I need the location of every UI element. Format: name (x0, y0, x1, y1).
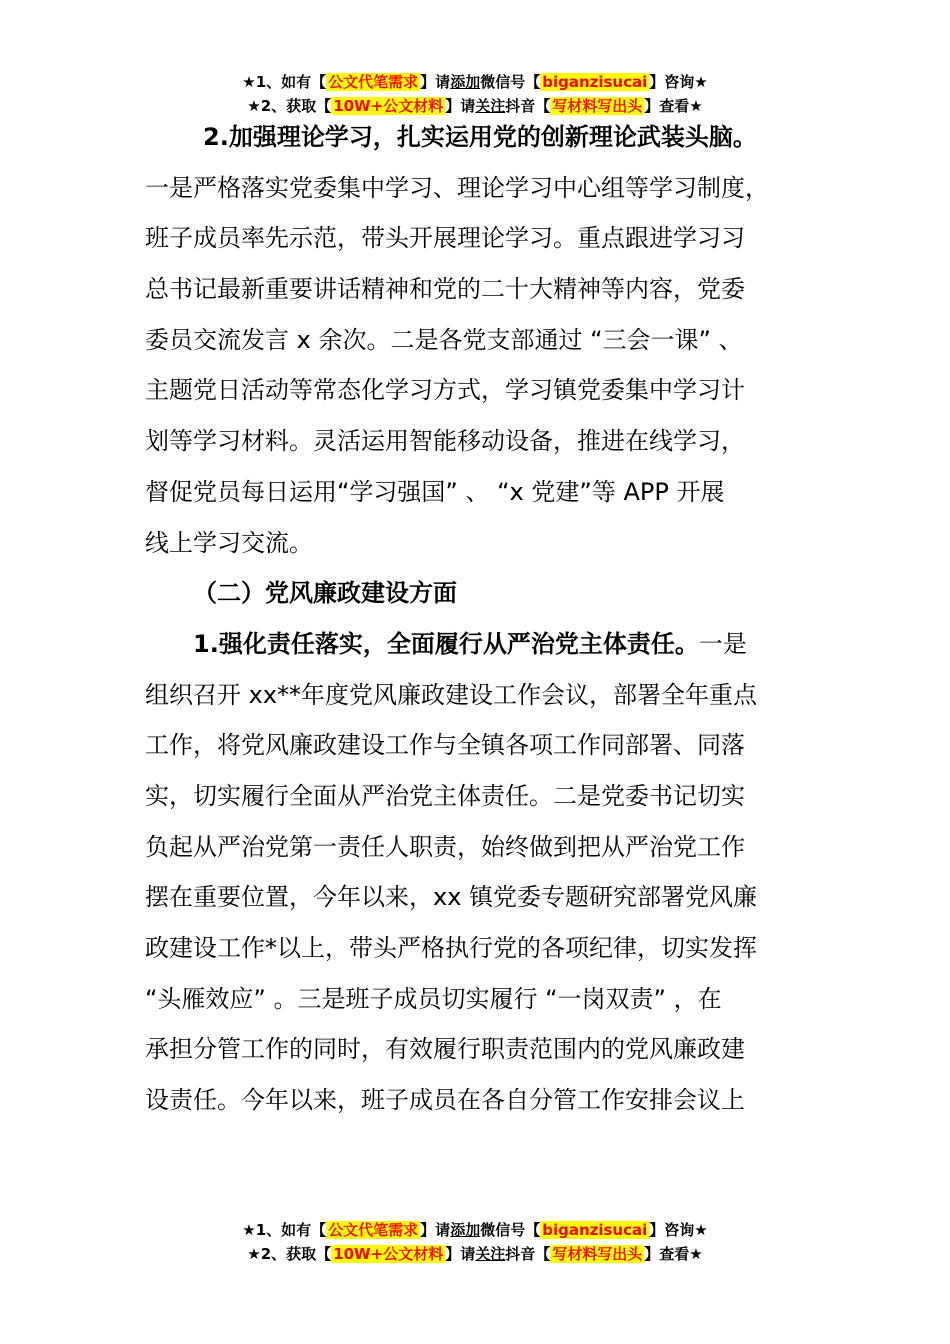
document-body (145, 112, 815, 1126)
text-line: 委员交流发言 x 余次。二是各党支部通过 “三会一课” 、 (145, 325, 743, 354)
inline-heading: 1.强化责任落实，全面履行从严治党主体责任。 (193, 629, 699, 658)
banner-highlight: 10W+公文材料 (333, 1245, 444, 1263)
text-line: “头雁效应” 。三是班子成员切实履行 “一岗双责” ，在 (145, 984, 722, 1013)
banner-line-2: ★2、获取【 10W+公文材料 】请关注抖音【 写材料写出头 】查看★ (247, 1245, 703, 1263)
text-line: 实，切实履行全面从严治党主体责任。二是党委书记切实 (145, 781, 745, 810)
text-line: 主题党日活动等常态化学习方式，学习镇党委集中学习计 (145, 376, 745, 405)
text-line: 班子成员率先示范，带头开展理论学习。重点跟进学习习 (145, 224, 745, 253)
banner-highlight: 公文代笔需求 (328, 73, 419, 91)
text-line: 督促党员每日运用“学习强国” 、 “x 党建”等 APP 开展 (145, 477, 725, 506)
banner-line-1: ★1、如有【 公文代笔需求 】请添加微信号【 biganzisucai 】咨询★ (242, 1221, 708, 1239)
banner-line-1: ★1、如有【 公文代笔需求 】请添加微信号【 biganzisucai 】咨询★ (242, 73, 708, 91)
footer-banner (0, 1218, 950, 1266)
banner-highlight: biganzisucai (542, 73, 648, 91)
subsection-heading: （二）党风廉政建设方面 (193, 579, 457, 608)
banner-highlight: 10W+公文材料 (333, 97, 444, 115)
text-line: 负起从严治党第一责任人职责，始终做到把从严治党工作 (145, 832, 745, 861)
text-line: 摆在重要位置，今年以来，xx 镇党委专题研究部署党风廉 (145, 883, 758, 912)
text-line: 组织召开 xx**年度党风廉政建设工作会议，部署全年重点 (145, 680, 758, 709)
header-banner (0, 70, 950, 118)
text-line: 划等学习材料。灵活运用智能移动设备，推进在线学习， (145, 427, 745, 456)
text-line: 一是严格落实党委集中学习、理论学习中心组等学习制度， (145, 173, 769, 202)
banner-highlight: 公文代笔需求 (328, 1221, 419, 1239)
text-line: 1.强化责任落实，全面履行从严治党主体责任。一是 (193, 629, 747, 658)
banner-line-2: ★2、获取【 10W+公文材料 】请关注抖音【 写材料写出头 】查看★ (247, 97, 703, 115)
text-line: 总书记最新重要讲话精神和党的二十大精神等内容，党委 (145, 275, 745, 304)
banner-highlight: biganzisucai (542, 1221, 648, 1239)
text-line: 承担分管工作的同时，有效履行职责范围内的党风廉政建 (145, 1035, 745, 1064)
text-line: 政建设工作*以上，带头严格执行党的各项纪律，切实发挥 (145, 934, 757, 962)
text-line: 线上学习交流。 (145, 528, 313, 557)
banner-highlight: 写材料写出头 (552, 97, 643, 115)
text-line: 设责任。今年以来，班子成员在各自分管工作安排会议上 (145, 1086, 745, 1115)
banner-highlight: 写材料写出头 (552, 1245, 643, 1263)
text-line: 工作，将党风廉政建设工作与全镇各项工作同部署、同落 (145, 731, 745, 760)
section-heading: 2.加强理论学习，扎实运用党的创新理论武装头脑。 (203, 123, 757, 151)
